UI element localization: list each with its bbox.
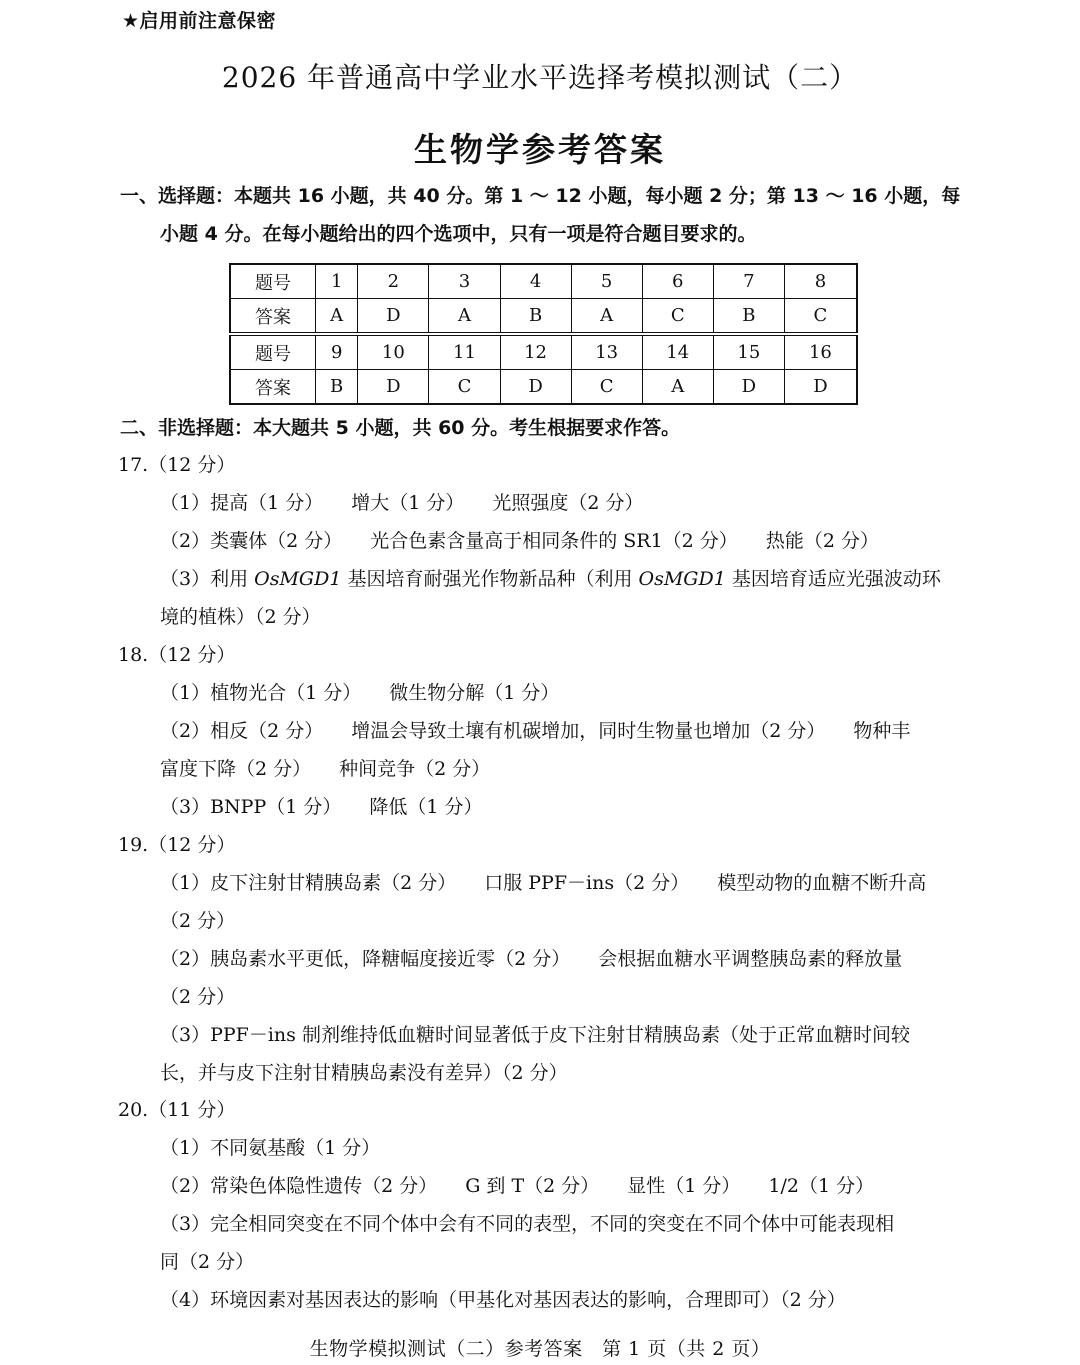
question-number: 2 [358, 264, 429, 299]
answer-text: （2 分） [160, 986, 236, 1008]
row-label-answer: 答案 [230, 299, 316, 335]
answer-text: 光合色素含量高于相同条件的 SR1（2 分） [370, 530, 738, 552]
question-number: 4 [500, 264, 571, 299]
answer-text: （1）皮下注射甘精胰岛素（2 分） [160, 872, 457, 894]
answer-text: 降低（1 分） [369, 796, 483, 818]
answer-cell: B [316, 370, 358, 405]
question-20-number: 20.（11 分） [118, 1099, 236, 1121]
q19-part-3 [118, 1016, 970, 1092]
answer-text: 会根据血糖水平调整胰岛素的释放量 [598, 948, 903, 970]
answer-text: 增温会导致土壤有机碳增加，同时生物量也增加（2 分） [351, 720, 826, 742]
answer-text: 显性（1 分） [627, 1175, 741, 1197]
gene-name: OsMGD1 [638, 568, 726, 590]
question-number: 12 [500, 334, 571, 370]
question-number: 1 [316, 264, 358, 299]
answer-text: 热能（2 分） [765, 530, 879, 552]
answer-cell: D [784, 370, 857, 405]
answer-cell: A [429, 299, 500, 335]
row-label-question: 题号 [230, 264, 316, 299]
answer-cell: D [713, 370, 784, 405]
answer-text: 基因培育耐强光作物新品种（利用 [341, 568, 639, 590]
question-17-number: 17.（12 分） [118, 454, 236, 476]
answer-cell: A [642, 370, 713, 405]
question-number: 15 [713, 334, 784, 370]
answer-cell: A [571, 299, 642, 335]
table-row [230, 299, 857, 335]
answer-cell: C [784, 299, 857, 335]
document-title: 生物学参考答案 [414, 130, 666, 169]
q17-part-3 [118, 560, 970, 636]
answer-text: 模型动物的血糖不断升高 [717, 872, 927, 894]
answer-text: 种间竞争（2 分） [339, 758, 491, 780]
question-number: 7 [713, 264, 784, 299]
answer-text: 光照强度（2 分） [492, 492, 644, 514]
question-20 [118, 1091, 970, 1319]
answer-text [118, 750, 970, 788]
answer-text: （2）类囊体（2 分） [160, 530, 343, 552]
question-number: 11 [429, 334, 500, 370]
answer-text: 物种丰 [853, 720, 911, 742]
answer-text: （2）相反（2 分） [160, 720, 324, 742]
question-number: 14 [642, 334, 713, 370]
q20-part-3 [118, 1205, 970, 1281]
answer-text: （3）BNPP（1 分） [160, 796, 342, 818]
answer-text: （3）利用 [160, 568, 255, 590]
table-row [230, 370, 857, 405]
question-19 [118, 826, 970, 1092]
q19-part-2 [118, 940, 970, 1016]
section-1-heading [120, 177, 970, 253]
answer-cell: C [571, 370, 642, 405]
q18-part-2 [118, 712, 970, 788]
answer-cell: C [642, 299, 713, 335]
answer-text: （1）植物光合（1 分） [160, 682, 362, 704]
question-17 [118, 446, 970, 636]
answer-cell: B [713, 299, 784, 335]
question-number: 16 [784, 334, 857, 370]
question-19-number: 19.（12 分） [118, 834, 236, 856]
answer-text: 富度下降（2 分） [160, 758, 312, 780]
answer-text: 口服 PPF－ins（2 分） [484, 872, 690, 894]
answer-text: （1）提高（1 分） [160, 492, 324, 514]
answer-text: 增大（1 分） [351, 492, 465, 514]
answer-text: G 到 T（2 分） [465, 1175, 600, 1197]
answer-text: 长，并与皮下注射甘精胰岛素没有差异）（2 分） [160, 1062, 568, 1084]
answer-cell: D [500, 370, 571, 405]
q20-part-1: （1）不同氨基酸（1 分） [160, 1137, 381, 1159]
q20-part-4: （4）环境因素对基因表达的影响（甲基化对基因表达的影响，合理即可）（2 分） [160, 1289, 846, 1311]
answer-cell: D [358, 299, 429, 335]
answer-text: （3）PPF－ins 制剂维持低血糖时间显著低于皮下注射甘精胰岛素（处于正常血糖时间较 [160, 1024, 910, 1046]
question-number: 6 [642, 264, 713, 299]
section-2-heading: 二、非选择题：本大题共 5 小题，共 60 分。考生根据要求作答。 [120, 417, 681, 439]
gene-name: OsMGD1 [254, 568, 342, 590]
answer-text: 境的植株）（2 分） [160, 606, 321, 628]
row-label-question: 题号 [230, 334, 316, 370]
answer-text: 微生物分解（1 分） [389, 682, 560, 704]
section-1-line-1: 一、选择题：本题共 16 小题，共 40 分。第 1 ～ 12 小题，每小题 2 分；第 13 ～ 16 小题，每 [120, 185, 961, 207]
q17-part-1 [118, 484, 970, 522]
answer-table [229, 263, 858, 405]
answer-text: （2）常染色体隐性遗传（2 分） [160, 1175, 438, 1197]
question-number: 13 [571, 334, 642, 370]
question-number: 8 [784, 264, 857, 299]
answer-text: （2）胰岛素水平更低，降糖幅度接近零（2 分） [160, 948, 571, 970]
q18-part-3 [118, 788, 970, 826]
question-number: 9 [316, 334, 358, 370]
question-18-number: 18.（12 分） [118, 644, 236, 666]
row-label-answer: 答案 [230, 370, 316, 405]
answer-cell: B [500, 299, 571, 335]
q20-part-2 [118, 1167, 970, 1205]
question-number: 5 [571, 264, 642, 299]
answer-cell: C [429, 370, 500, 405]
exam-title: 2026 年普通高中学业水平选择考模拟测试（二） [221, 61, 859, 94]
answer-cell: A [316, 299, 358, 335]
table-row [230, 264, 857, 299]
table-row [230, 334, 857, 370]
answer-text: 1/2（1 分） [768, 1175, 875, 1197]
answer-text: （3）完全相同突变在不同个体中会有不同的表型，不同的突变在不同个体中可能表现相 [160, 1213, 895, 1235]
q17-part-2 [118, 522, 970, 560]
answer-text: 同（2 分） [160, 1251, 255, 1273]
question-number: 3 [429, 264, 500, 299]
answer-text: 基因培育适应光强波动环 [725, 568, 941, 590]
q19-part-1 [118, 864, 970, 940]
answer-cell: D [358, 370, 429, 405]
answer-text: （2 分） [160, 910, 236, 932]
question-number: 10 [358, 334, 429, 370]
q18-part-1 [118, 674, 970, 712]
page-footer: 生物学模拟测试（二）参考答案 第 1 页（共 2 页） [309, 1338, 771, 1360]
confidential-notice: ★启用前注意保密 [122, 10, 277, 32]
question-18 [118, 636, 970, 826]
section-1-line-2: 小题 4 分。在每小题给出的四个选项中，只有一项是符合题目要求的。 [160, 223, 757, 245]
